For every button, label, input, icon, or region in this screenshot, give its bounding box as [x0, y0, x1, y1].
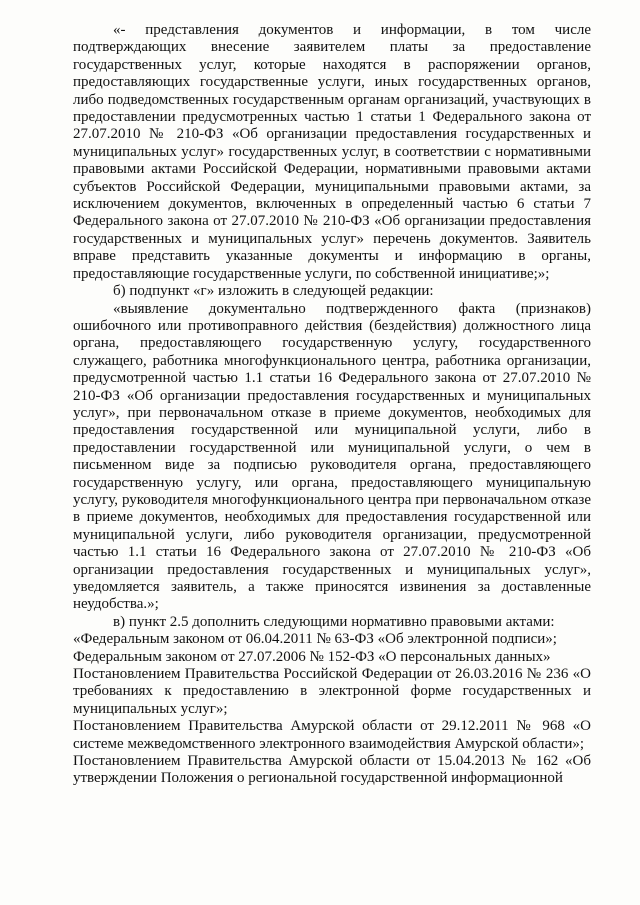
paragraph-point-2-5-heading: в) пункт 2.5 дополнить следующими нормативно правовыми актами:	[113, 613, 555, 630]
document-body	[73, 22, 591, 788]
paragraph-resolution-968: Постановлением Правительства Амурской области от 29.12.2011 № 968 «О системе межведомственного электронного взаимодействия Амурской области»;	[73, 718, 591, 752]
paragraph-subpoint-g-text: «выявление документально подтвержденного факта (признаков) ошибочного или противоправного действия (бездействия) должностного лица органа, предоставляющего государственную услугу, государственного служащего, работника многофункционального центра, работника организации, предусмотренной частью 1.1 статьи 16 Федерального закона от 27.07.2010 № 210-ФЗ «Об организации предоставления государственных и муниципальных услуг», при первоначальном отказе в приеме документов, необходимых для предоставления государственной или муниципальной услуги, либо в предоставлении государственной или муниципальной услуги, о чем в письменном виде за подписью руководителя органа, предоставляющего государственную услугу, или органа, предоставляющего муниципальную услугу, руководителя многофункционального центра при первоначальном отказе в приеме документов, необходимых для предоставления государственной или муниципальной услуги, либо руководителя организации, предусмотренной частью 1.1 статьи 16 Федерального закона от 27.07.2010 № 210-ФЗ «Об организации предоставления государственных и муниципальных услуг», уведомляется заявитель, а также приносятся извинения за доставленные неудобства.»;	[73, 300, 591, 613]
paragraph-resolution-236: Постановлением Правительства Российской Федерации от 26.03.2016 № 236 «О требованиях к предоставлению в электронной форме государственных и муниципальных услуг»;	[73, 666, 591, 717]
paragraph-documents-list: «- представления документов и информации, в том числе подтверждающих внесение заявителем платы за предоставление государственных услуг, которые находятся в распоряжении органов, предоставляющих государственные услуги, иных государственных органов, либо подведомственных государственным органам организаций, участвующих в предоставлении предусмотренных частью 1 статьи 1 Федерального закона от 27.07.2010 № 210-ФЗ «Об организации предоставления государственных и муниципальных услуг» государственных услуг, в соответствии с нормативными правовыми актами Российской Федерации, нормативными правовыми актами субъектов Российской Федерации, муниципальными правовыми актами, за исключением документов, включенных в определенный частью 6 статьи 7 Федерального закона от 27.07.2010 № 210-ФЗ «Об организации предоставления государственных и муниципальных услуг» перечень документов. Заявитель вправе представить указанные документы и информацию в органы, предоставляющие государственные услуги, по собственной инициативе;»;	[73, 22, 591, 282]
paragraph-law-152-fz: Федеральным законом от 27.07.2006 № 152-ФЗ «О персональных данных»	[73, 648, 551, 665]
paragraph-law-63-fz: «Федеральным законом от 06.04.2011 № 63-ФЗ «Об электронной подписи»;	[73, 631, 557, 648]
paragraph-subpoint-g-heading: б) подпункт «г» изложить в следующей редакции:	[113, 283, 434, 300]
paragraph-resolution-162: Постановлением Правительства Амурской области от 15.04.2013 № 162 «Об утверждении Положения о региональной государственной информационной	[73, 753, 591, 787]
